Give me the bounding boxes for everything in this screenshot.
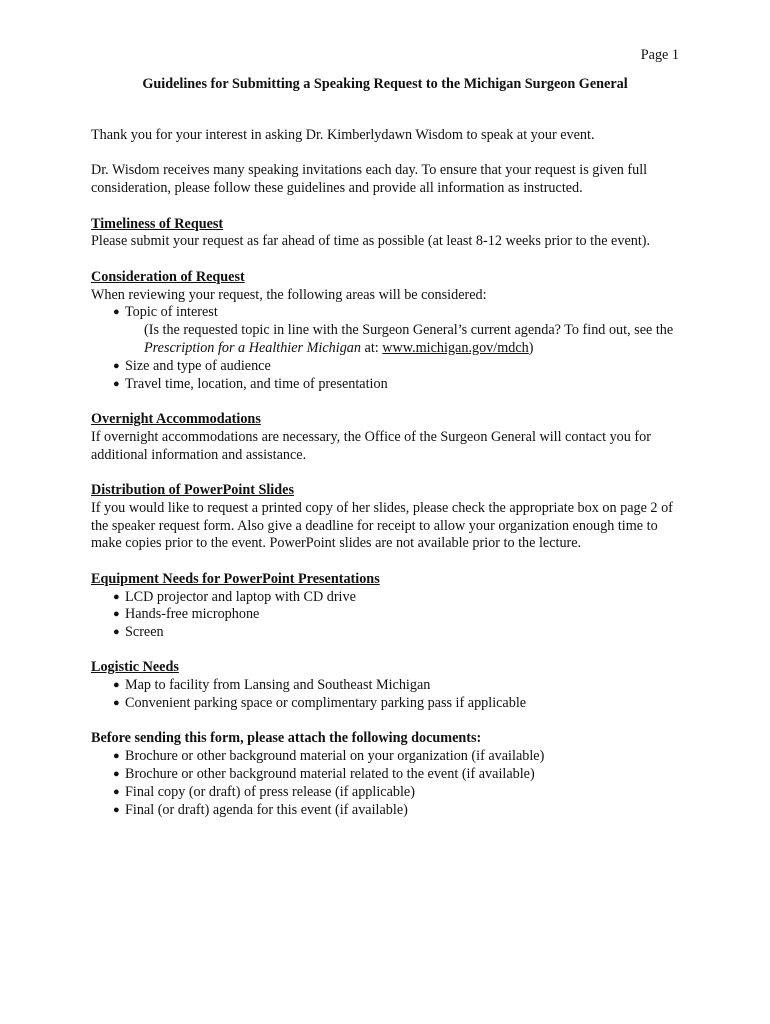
list-item-text: Travel time, location, and time of presentation: [125, 375, 388, 392]
bullet-icon: ●: [113, 608, 120, 621]
section-heading-overnight: Overnight Accommodations: [91, 410, 261, 427]
bullet-icon: ●: [113, 803, 120, 816]
section-overnight: [91, 411, 681, 464]
list-item: [113, 784, 681, 802]
document-body: [91, 127, 681, 837]
bullet-icon: ●: [113, 626, 120, 639]
list-item-text: Final copy (or draft) of press release (if applicable): [125, 783, 415, 800]
section-heading-logistic: Logistic Needs: [91, 659, 179, 676]
bullet-icon: ●: [113, 359, 120, 372]
list-item: [113, 304, 681, 357]
list-item-text: Screen: [125, 624, 164, 641]
document-title: Guidelines for Submitting a Speaking Request to the Michigan Surgeon General: [142, 76, 628, 92]
subtext-part: (Is the requested topic in line with the Surgeon General’s current agenda? To find out, see the: [144, 322, 674, 339]
list-item-text: Hands-free microphone: [125, 606, 260, 623]
consideration-list: [91, 304, 681, 393]
list-item-text: Topic of interest: [125, 304, 218, 321]
list-item: [113, 766, 681, 784]
section-logistic: [91, 659, 681, 712]
bullet-icon: ●: [113, 697, 120, 710]
list-item-text: Final (or draft) agenda for this event (if available): [125, 801, 408, 818]
section-text-distribution: If you would like to request a printed copy of her slides, please check the appropriate box on page 2 of the speaker request form. Also give a deadline for receipt to allow your organization enough time to make copies prior to the event. PowerPoint slides are not available prior to the lecture.: [91, 499, 673, 552]
intro-paragraph: Thank you for your interest in asking Dr. Kimberlydawn Wisdom to speak at your event.: [91, 127, 595, 143]
section-heading-attachments: Before sending this form, please attach the following documents:: [91, 730, 482, 747]
list-item-text: LCD projector and laptop with CD drive: [125, 588, 356, 605]
equipment-list: [91, 589, 681, 642]
mdch-link[interactable]: www.michigan.gov/mdch: [382, 339, 529, 356]
list-item: [113, 358, 681, 376]
list-item: [113, 624, 681, 642]
bullet-icon: ●: [113, 750, 120, 763]
section-equipment: [91, 571, 681, 642]
logistic-list: [91, 677, 681, 713]
section-text-timeliness: Please submit your request as far ahead of time as possible (at least 8-12 weeks prior to the event).: [91, 233, 651, 250]
intro-paragraph-2: Dr. Wisdom receives many speaking invitations each day. To ensure that your request is given full consideration, please follow these guidelines and provide all information as instructed.: [91, 162, 648, 197]
list-item: [113, 802, 681, 820]
list-item: [113, 606, 681, 624]
publication-title: Prescription for a Healthier Michigan: [144, 339, 361, 356]
attachments-list: [91, 748, 681, 819]
bullet-icon: ●: [113, 768, 120, 781]
section-timeliness: [91, 216, 681, 252]
list-item-text: Size and type of audience: [125, 357, 271, 374]
list-item: [113, 695, 681, 713]
list-item: [113, 677, 681, 695]
subtext-part: at:: [361, 339, 383, 356]
section-heading-distribution: Distribution of PowerPoint Slides: [91, 481, 294, 498]
list-item-subtext: [125, 322, 681, 358]
list-item: [113, 589, 681, 607]
list-item-text: Convenient parking space or complimentary parking pass if applicable: [125, 695, 527, 712]
page-number: Page 1: [640, 47, 679, 63]
bullet-icon: ●: [113, 785, 120, 798]
section-consideration: [91, 269, 681, 394]
bullet-icon: ●: [113, 377, 120, 390]
section-text-consideration: When reviewing your request, the following areas will be considered:: [91, 286, 487, 303]
list-item-text: Brochure or other background material related to the event (if available): [125, 766, 535, 783]
section-heading-consideration: Consideration of Request: [91, 268, 245, 285]
section-heading-timeliness: Timeliness of Request: [91, 215, 224, 232]
list-item: [113, 376, 681, 394]
list-item: [113, 748, 681, 766]
list-item-text: Brochure or other background material on your organization (if available): [125, 748, 545, 765]
bullet-icon: ●: [113, 306, 120, 319]
section-distribution: [91, 482, 681, 553]
subtext-part: ): [528, 339, 534, 356]
section-heading-equipment: Equipment Needs for PowerPoint Presentations: [91, 570, 380, 587]
section-attachments: [91, 730, 681, 819]
bullet-icon: ●: [113, 679, 120, 692]
section-text-overnight: If overnight accommodations are necessary, the Office of the Surgeon General will contact you for additional information and assistance.: [91, 428, 651, 463]
bullet-icon: ●: [113, 590, 120, 603]
list-item-text: Map to facility from Lansing and Southeast Michigan: [125, 677, 431, 694]
